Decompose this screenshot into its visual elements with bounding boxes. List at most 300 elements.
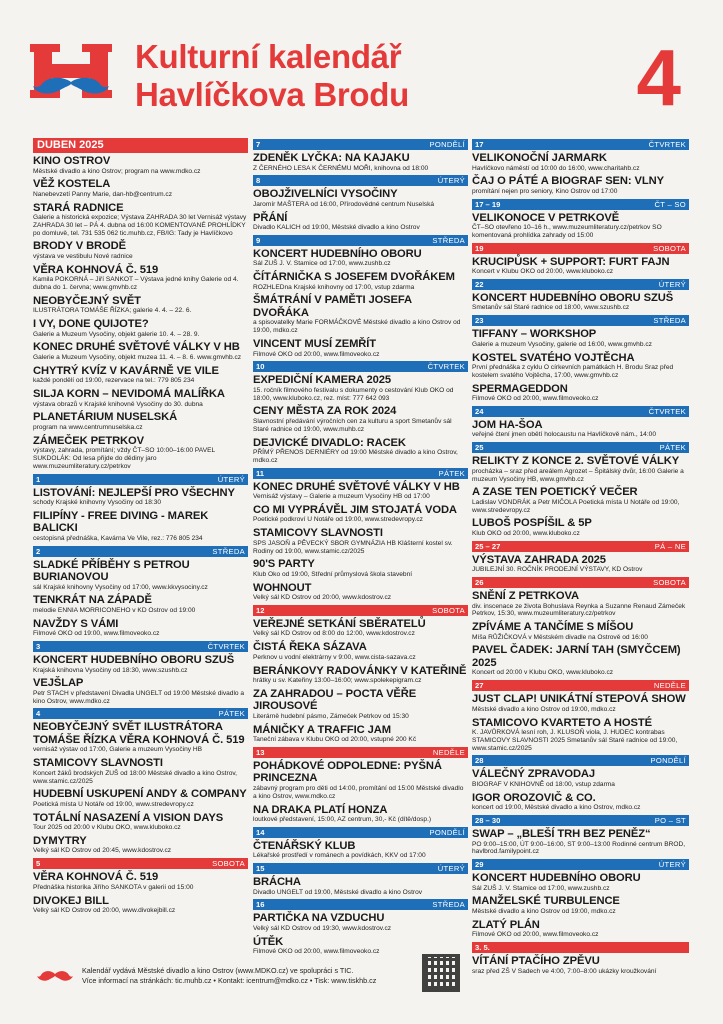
event-title: I VY, DONE QUIJOTE?: [33, 318, 149, 331]
event-item: [472, 872, 689, 892]
event-title: KOSTEL SVATÉHO VOJTĚCHA: [472, 351, 635, 364]
day-name: ČTVRTEK: [207, 642, 245, 652]
event-title: DIVOKEJ BILL: [33, 894, 109, 907]
event-title: LISTOVÁNÍ: NEJLEPŠÍ PRO VŠECHNY: [33, 486, 235, 499]
event-item: [33, 318, 248, 338]
day-name: STŘEDA: [432, 235, 465, 245]
day-header: [33, 546, 248, 557]
event-item: [253, 618, 468, 638]
day-number: 14: [256, 827, 265, 837]
event-detail: Klub Oko od 19:00, Střední průmyslová škola stavební: [253, 570, 413, 578]
day-header: [253, 899, 468, 910]
day-name: PÁTEK: [438, 468, 465, 478]
day-number: 12: [256, 605, 265, 615]
day-name: PO – ST: [654, 816, 686, 826]
day-number: 25 – 27: [475, 541, 501, 551]
event-item: [472, 419, 689, 439]
event-item: [33, 264, 248, 292]
event-detail: Petr STACH v představení Divadla UNGELT od 19:00 Městské divadlo a kino Ostrov, www.mdko.cz: [33, 689, 245, 705]
event-title: ČAJ O PÁTÉ A BIOGRAF SEN: VLNY: [472, 175, 664, 188]
event-title: SILJA KORN – NEVIDOMÁ MALÍŘKA: [33, 388, 225, 401]
column-3-items: [472, 139, 689, 975]
column-1-items: [33, 155, 248, 915]
event-item: [33, 178, 248, 198]
day-name: PONDĚLÍ: [429, 827, 465, 837]
event-title: EXPEDIČNÍ KAMERA 2025: [253, 374, 391, 387]
event-title: VINCENT MUSÍ ZEMŘÍT: [253, 338, 377, 351]
event-item: [472, 828, 689, 856]
day-header: [253, 139, 468, 150]
event-item: [253, 876, 468, 896]
day-name: PONDĚLÍ: [429, 140, 465, 149]
event-item: [253, 665, 468, 685]
event-detail: Galerie a historická expozice; Výstava ZAHRADA 30 let Vernisáž výstavy ZAHRADA 30 let – PÁ 4. dubna od 16:00 KOMENTOVANÉ PROHLÍDKY po domluvě, tel. 731 535 062 tic.muhb.cz, FB/IG: Tady je Havlíčkovo: [33, 214, 247, 237]
day-header: [472, 139, 689, 150]
event-detail: Filmové OKO od 20:00, www.filmoveoko.cz: [253, 948, 380, 956]
event-detail: sál Krajské knihovny Vysočiny od 17:00, www.kkvysociny.cz: [33, 583, 208, 591]
event-item: [253, 912, 468, 932]
day-number: 3: [36, 642, 41, 652]
day-number: 27: [475, 681, 484, 691]
event-title: VELIKONOČNÍ JARMARK: [472, 152, 607, 164]
month-header: DUBEN 2025: [33, 138, 248, 153]
event-detail: JUBILEJNÍ 30. ROČNÍK PRODEJNÍ VÝSTAVY, KD Ostrov: [472, 566, 643, 574]
event-detail: Koncert v Klubu OKO od 20:00, www.kluboko.cz: [472, 268, 614, 276]
event-title: SLADKÉ PŘÍBĚHY S PETROU BURIANOVOU: [33, 558, 190, 584]
event-title: ÚTĚK: [253, 935, 284, 948]
day-name: SOBOTA: [432, 605, 465, 615]
day-number: 7: [256, 140, 261, 149]
event-title: JUST CLAP! UNIKÁTNÍ STEPOVÁ SHOW: [472, 693, 686, 706]
event-detail: Filmové OKO od 20:00, www.filmoveoko.cz: [472, 931, 599, 939]
event-title: TIFFANY – WORKSHOP: [472, 328, 597, 341]
event-item: [253, 840, 468, 860]
event-item: [253, 724, 468, 744]
event-item: [33, 618, 248, 638]
event-item: [33, 295, 248, 315]
event-title: KRUCIPŮSK + SUPPORT: FURT FAJN: [472, 255, 670, 268]
day-name: PÁ – NE: [654, 541, 686, 551]
event-title: STAMICOVY SLAVNOSTI: [33, 757, 163, 770]
day-number: 17 – 19: [475, 199, 501, 209]
event-detail: hrátky u sv. Kateřiny 13:00–16:00; www.spolekepigram.cz: [253, 677, 422, 685]
event-title: FILIPÍNY - FREE DIVING - MAREK BALICKI: [33, 509, 209, 535]
event-detail: Krajská knihovna Vysočiny od 18:30, www.szushb.cz: [33, 666, 188, 674]
day-name: ČTVRTEK: [648, 406, 686, 416]
event-detail: každé pondělí od 19:00, rezervace na tel.: 779 805 234: [33, 377, 195, 385]
event-item: [33, 654, 248, 674]
event-detail: veřejné čtení jmen obětí holocaustu na Havlíčkově nám., 14:00: [472, 431, 657, 439]
event-title: ZÁMEČEK PETRKOV: [33, 434, 145, 447]
event-detail: Městské divadlo a kino Ostrov; program na www.mdko.cz: [33, 167, 201, 175]
day-header: [472, 815, 689, 826]
event-item: [33, 835, 248, 855]
event-item: [253, 504, 468, 524]
event-detail: Velký sál KD Ostrov od 20:45, www.kdostrov.cz: [33, 847, 172, 855]
event-detail: PO 9:00–15:00, ÚT 9:00–16:00, ST 9:00–13:00 Rodinné centrum BROD, havlbrod.familypoint.cz: [472, 840, 686, 856]
event-title: KONEC DRUHÉ SVĚTOVÉ VÁLKY V HB: [253, 480, 460, 493]
event-detail: Z ČERNÉHO LESA K ČERNÉMU MOŘI, knihovna od 18:00: [253, 164, 429, 172]
header: [0, 0, 723, 132]
event-detail: Míša RŮŽIČKOVÁ v Městském divadle na Ostrově od 16:00: [472, 633, 648, 641]
event-title: VELIKONOCE V PETRKOVĚ: [472, 211, 620, 224]
event-title: SPERMAGEDDON: [472, 382, 568, 395]
day-number: 8: [256, 176, 261, 186]
day-number: 10: [256, 362, 265, 372]
event-detail: Galerie a Muzeum Vysočiny, objekt muzea 11. 4. – 8. 6. www.gmvhb.cz: [33, 353, 242, 361]
day-header: [472, 199, 689, 210]
event-detail: Tour 2025 od 20:00 v Klubu OKO, www.kluboko.cz: [33, 824, 181, 832]
event-title: ZA ZAHRADOU – POCTA VĚŘE JIROUSOVÉ: [253, 687, 417, 713]
event-detail: Přednáška historika Jiřího SANKOTA v galerii od 15:00: [33, 883, 194, 891]
event-detail: Filmové OKO od 19:00, www.filmoveoko.cz: [33, 630, 160, 638]
event-title: RELIKTY Z KONCE 2. SVĚTOVÉ VÁLKY: [472, 455, 680, 468]
event-title: VEJŠLAP: [33, 677, 84, 690]
day-header: [253, 468, 468, 479]
day-number: 25: [475, 443, 484, 453]
event-title: MANŽELSKÉ TURBULENCE: [472, 895, 620, 908]
event-detail: Slavnostní předávání výročních cen za kulturu a sport Smetanův sál Staré radnice od 19:00, www.muhb.cz: [253, 417, 452, 433]
event-title: KINO OSTROV: [33, 155, 111, 167]
event-detail: Galerie a muzeum Vysočiny, galerie od 16:00, www.gmvhb.cz: [472, 340, 652, 348]
event-title: KONCERT HUDEBNÍHO OBORU SZUŠ: [33, 654, 235, 667]
day-name: STŘEDA: [432, 900, 465, 910]
day-header: [253, 361, 468, 372]
event-title: PLANETÁRIUM NUSELSKÁ: [33, 411, 178, 424]
event-title: BERÁNKOVY RADOVÁNKY V KATEŘINĚ: [253, 664, 467, 677]
event-item: [33, 871, 248, 891]
day-name: PÁTEK: [218, 709, 245, 719]
day-header: [253, 235, 468, 246]
event-title: 90'S PARTY: [253, 558, 315, 571]
day-header: [472, 541, 689, 552]
day-number: 13: [256, 747, 265, 757]
day-header: [472, 442, 689, 453]
event-title: CO MI VYPRÁVĚL JIM STOJATÁ VODA: [253, 503, 457, 516]
event-detail: ILUSTRÁTORA TOMÁŠE ŘÍZKA; galerie 4. 4. – 22. 6.: [33, 307, 192, 315]
footer-line-1: Kalendář vydává Městské divadlo a kino Ostrov (www.MDKO.cz) ve spolupráci s TIC.: [82, 966, 354, 975]
event-title: TOTÁLNÍ NASAZENÍ A VISION DAYS: [33, 811, 224, 824]
day-header: [472, 577, 689, 588]
event-detail: Poetická místa U Notáře od 19:00, www.stredevropy.cz: [33, 800, 194, 808]
event-detail: ČT–SO otevřeno 10–16 h., www.muzeumliteratury.cz/petrkov SO komentovaná prohlídka zahrady od 15:00: [472, 224, 662, 239]
column-3: [472, 138, 689, 975]
day-header: [253, 175, 468, 186]
event-item: [253, 558, 468, 578]
day-name: ÚTERÝ: [658, 279, 686, 289]
day-header: [472, 315, 689, 326]
event-title: ČÍTÁRNIČKA S JOSEFEM DVOŘÁKEM: [253, 271, 455, 284]
day-number: 23: [475, 316, 484, 326]
event-title: SWAP – „BLEŠÍ TRH BEZ PENĚZ“: [472, 828, 651, 841]
event-detail: Filmové OKO od 20:00, www.filmoveoko.cz: [472, 395, 599, 403]
event-detail: Koncert žáků brodských ZUŠ od 18:00 Městské divadlo a kino Ostrov, www.stamic.cz/2025: [33, 769, 238, 785]
event-item: [472, 175, 689, 195]
day-number: 16: [256, 900, 265, 910]
day-header: [33, 474, 248, 485]
event-item: [472, 919, 689, 939]
event-detail: Koncert od 20:00 v Klubu OKO, www.kluboko.cz: [472, 669, 614, 677]
footer: [0, 950, 723, 1010]
event-title: MÁNIČKY A TRAFFIC JAM: [253, 723, 391, 736]
day-name: ÚTERÝ: [217, 474, 245, 484]
event-item: [472, 895, 689, 915]
day-name: NEDĚLE: [432, 747, 465, 757]
day-name: ÚTERÝ: [658, 860, 686, 870]
event-item: [472, 383, 689, 403]
day-name: STŘEDA: [212, 546, 245, 556]
event-item: [472, 486, 689, 514]
day-header: [253, 827, 468, 838]
event-detail: K. JAVŮRKOVÁ lesní roh, J. KLUSOŇ viola, J. HUDEC kontrabas STAMICOVY SLAVNOSTI 2025 Smetanův sál Staré radnice od 19:00, www.stamic.cz/2025: [472, 729, 678, 752]
event-detail: Smetanův sál Staré radnice od 18:00, www.szushb.cz: [472, 304, 630, 312]
day-name: SOBOTA: [653, 243, 686, 253]
day-name: PÁTEK: [659, 443, 686, 453]
event-item: [253, 374, 468, 402]
event-item: [472, 590, 689, 618]
day-number: 5: [36, 859, 41, 869]
day-number: 3. 5.: [475, 943, 490, 952]
event-detail: zábavný program pro děti od 14:00, promítání od 15:00 Městské divadlo a kino Ostrov, www.mdko.cz: [253, 784, 464, 800]
day-number: 1: [36, 474, 41, 484]
title-line-1: Kulturní kalendář: [135, 38, 402, 75]
event-item: [253, 271, 468, 291]
event-detail: BIOGRAF V KNIHOVNĚ od 18:00, vstup zdarma: [472, 780, 615, 788]
day-name: ČT – SO: [654, 199, 686, 209]
event-item: [33, 240, 248, 260]
day-header: [253, 863, 468, 874]
event-detail: výstava obrazů v Krajské knihovně Vysočiny do 30. dubna: [33, 400, 203, 408]
event-detail: procházka – sraz před areálem Agrozet – Špitálský dvůr, 16:00 Galerie a muzeum Vysočiny HB, www.gmvhb.cz: [472, 467, 684, 483]
event-detail: Havlíčkovo náměstí od 10:00 do 16:00, www.charitahb.cz: [472, 164, 640, 172]
column-2: [253, 138, 468, 956]
event-item: [472, 352, 689, 380]
event-title: TENKRÁT NA ZÁPADĚ: [33, 594, 152, 607]
event-item: [472, 328, 689, 348]
event-title: NAVŽDY S VÁMI: [33, 617, 119, 630]
day-header: [253, 605, 468, 616]
event-title: VĚRA KOHNOVÁ Č. 519: [33, 263, 159, 276]
day-number: 15: [256, 864, 265, 874]
event-item: [253, 688, 468, 721]
footer-line-2: Více informací na stránkách: tic.muhb.cz • Kontakt: icentrum@mdko.cz • Tisk: www.tiskhb.cz: [82, 975, 377, 985]
event-title: LUBOŠ POSPÍŠIL & 5P: [472, 517, 592, 530]
event-item: [253, 437, 468, 465]
day-name: ČTVRTEK: [427, 362, 465, 372]
event-item: [472, 621, 689, 641]
event-item: [253, 152, 468, 172]
event-item: [472, 152, 689, 172]
event-title: ČTENÁŘSKÝ KLUB: [253, 839, 356, 852]
event-detail: cestopisná přednáška, Kavárna Ve Vile, rez.: 776 805 234: [33, 534, 203, 542]
event-detail: program na www.centrumnuselska.cz: [33, 423, 143, 431]
event-title: VÝSTAVA ZAHRADA 2025: [472, 553, 606, 566]
event-detail: Nanebevzetí Panny Marie, dan-hb@centrum.cz: [33, 190, 173, 198]
event-item: [33, 594, 248, 614]
event-detail: vernisáž výstav od 17:00, Galerie a muzeum Vysočiny HB: [33, 746, 203, 754]
day-header: [472, 406, 689, 417]
event-detail: loutkové představení, 15:00, AZ centrum, 30,- Kč (dítě/dosp.): [253, 816, 432, 824]
event-title: DEJVICKÉ DIVADLO: RACEK: [253, 436, 406, 449]
event-item: [472, 554, 689, 574]
day-number: 24: [475, 406, 484, 416]
event-detail: melodie ENNIA MORRICONEHO v KD Ostrov od 19:00: [33, 606, 196, 614]
column-2-items: [253, 139, 468, 956]
event-detail: Divadlo KALICH od 19:00, Městské divadlo a kino Ostrov: [253, 224, 420, 232]
event-detail: výstava ve vestibulu Nové radnice: [33, 252, 133, 260]
event-detail: Velký sál KD Ostrov od 20:00, www.kdostrov.cz: [253, 594, 392, 602]
event-detail: schody Krajské knihovny Vysočiny od 18:30: [33, 499, 162, 507]
event-item: [33, 721, 248, 754]
event-detail: Jaromír MAŠTERA od 16:00, Přírodovědné centrum Nuselská: [253, 200, 435, 208]
day-number: 19: [475, 243, 484, 253]
event-title: JOM HA-ŠOA: [472, 418, 543, 431]
event-detail: Kamila POKORNÁ – Jiří SANKOT – Výstava jedné knihy Galerie od 4. dubna do 1. června; www.gmvhb.cz: [33, 276, 239, 292]
event-item: [253, 527, 468, 555]
day-number: 28: [475, 756, 484, 766]
event-title: HUDEBNÍ USKUPENÍ ANDY & COMPANY: [33, 788, 247, 801]
event-item: [33, 388, 248, 408]
event-item: [472, 292, 689, 312]
event-title: ZLATÝ PLÁN: [472, 918, 540, 931]
event-item: [253, 248, 468, 268]
event-detail: Poetické podkroví U Notáře od 19:00, www.stredevropy.cz: [253, 516, 423, 524]
column-1: [33, 138, 248, 943]
event-detail: Klub OKO od 20:00, www.kluboko.cz: [472, 529, 580, 537]
event-title: ZDENĚK LYČKA: NA KAJAKU: [253, 152, 410, 164]
event-title: VÍTÁNÍ PTAČÍHO ZPĚVU: [472, 955, 600, 967]
event-title: VĚŽ KOSTELA: [33, 178, 111, 191]
event-item: [253, 804, 468, 824]
event-detail: Lékařské prostředí v románech a povídkách, KKV od 17:00: [253, 852, 426, 860]
event-item: [253, 294, 468, 335]
event-detail: Sál ZUŠ J. V. Stamice od 17:00, www.zushb.cz: [253, 260, 391, 268]
event-detail: 15. ročník filmového festivalu s dokumenty o cestování Klub OKO od 18:00, www.kluboko.cz, rez. míst: 777 642 093: [253, 386, 454, 402]
event-detail: Velký sál KD Ostrov od 8:00 do 12:00, www.kdostrov.cz: [253, 630, 415, 638]
event-title: CHYTRÝ KVÍZ V KAVÁRNĚ VE VILE: [33, 364, 219, 377]
havlickuv-brod-logo-icon: [30, 40, 120, 110]
event-title: KONCERT HUDEBNÍHO OBORU: [253, 247, 422, 260]
event-title: BRODY V BRODĚ: [33, 240, 126, 253]
event-detail: sraz před ZŠ V Sadech ve 4:00, 7:00–8:00 ukázky kroužkování: [472, 967, 657, 975]
day-number: 26: [475, 578, 484, 588]
event-item: [33, 487, 248, 507]
event-title: ČISTÁ ŘEKA SÁZAVA: [253, 641, 367, 654]
event-detail: Vernisáž výstavy – Galerie a muzeum Vysočiny HB od 17:00: [253, 493, 430, 501]
day-header: [472, 859, 689, 870]
event-item: [253, 582, 468, 602]
event-detail: Ladislav VONDRÁK a Petr MIČOLA Poetická místa U Notáře od 19:00, www.stredevropy.cz: [472, 498, 680, 514]
day-header: [472, 279, 689, 290]
event-title: NEOBYČEJNÝ SVĚT ILUSTRÁTORA TOMÁŠE ŘÍZKA VĚRA KOHNOVÁ Č. 519: [33, 721, 245, 746]
event-title: PAVEL ČADEK: JARNÍ TAH (SMYČCEM) 2025: [472, 644, 681, 669]
page-title: [135, 38, 409, 114]
event-title: VEŘEJNÉ SETKÁNÍ SBĚRATELŮ: [253, 617, 426, 630]
event-item: [33, 788, 248, 808]
day-header: [472, 243, 689, 254]
day-header: [472, 680, 689, 691]
event-item: [253, 338, 468, 358]
event-item: [472, 644, 689, 677]
event-title: WOHNOUT: [253, 581, 312, 594]
event-item: [33, 155, 248, 175]
event-detail: a spisovatelky Marie FORMÁČKOVÉ Městské divadlo a kino Ostrov od 19:00, mdko.cz: [253, 319, 461, 335]
day-header: [33, 858, 248, 869]
event-item: [253, 641, 468, 661]
event-item: [33, 559, 248, 592]
event-title: KONEC DRUHÉ SVĚTOVÉ VÁLKY V HB: [33, 341, 240, 354]
event-detail: Galerie a Muzeum Vysočiny, objekt galerie 10. 4. – 28. 9.: [33, 330, 200, 338]
event-item: [253, 212, 468, 232]
event-detail: Perknov u vodní elektrárny v 9:00, www.cista-sazava.cz: [253, 653, 416, 661]
event-item: [472, 717, 689, 753]
event-detail: Městské divadlo a kino Ostrov od 19:00, mdko.cz: [472, 705, 616, 713]
event-item: [33, 510, 248, 543]
event-item: [472, 768, 689, 788]
event-detail: SPS JASOŇ a PĚVECKÝ SBOR GYMNÁZIA HB Klášterní kostel sv. Rodiny od 19:00, www.stamic.cz/2025: [253, 539, 453, 555]
issue-number: 4: [636, 33, 681, 122]
event-detail: Velký sál KD Ostrov od 19:30, www.kdostrov.cz: [253, 924, 392, 932]
event-title: A ZASE TEN POETICKÝ VEČER: [472, 486, 638, 499]
event-detail: koncert od 19:00, Městské divadlo a kino Ostrov, mdko.cz: [472, 804, 641, 812]
event-title: CENY MĚSTA ZA ROK 2024: [253, 405, 397, 418]
event-detail: promítání nejen pro seniory, Kino Ostrov od 17:00: [472, 187, 618, 195]
event-item: [472, 212, 689, 240]
day-number: 28 – 30: [475, 816, 501, 826]
event-title: KONCERT HUDEBNÍHO OBORU SZUŠ: [472, 291, 674, 304]
event-title: NA DRAKA PLATÍ HONZA: [253, 803, 388, 816]
event-item: [253, 481, 468, 501]
event-title: STAMICOVY SLAVNOSTI: [253, 527, 383, 540]
title-line-2: Havlíčkova Brodu: [135, 76, 409, 113]
footer-text: [82, 966, 376, 985]
event-title: POHÁDKOVÉ ODPOLEDNE: PYŠNÁ PRINCEZNA: [253, 759, 442, 785]
event-item: [253, 188, 468, 208]
event-title: ZPÍVÁME A TANČÍME S MÍŠOU: [472, 621, 634, 634]
event-title: IGOR OROZOVIČ & CO.: [472, 791, 596, 804]
mustache-icon: [37, 968, 73, 982]
event-detail: PŘÍMÝ PŘENOS DERNIÉRY od 19:00 Městské divadlo a kino Ostrov, mdko.cz: [253, 449, 458, 464]
event-title: STARÁ RADNICE: [33, 201, 124, 214]
event-item: [472, 517, 689, 537]
day-header: [33, 641, 248, 652]
event-title: STAMICOVO KVARTETO A HOSTÉ: [472, 716, 652, 729]
day-name: ÚTERÝ: [437, 176, 465, 186]
event-title: SNĚNÍ Z PETRKOVA: [472, 590, 579, 603]
qr-code-icon[interactable]: [422, 954, 460, 992]
day-header: [33, 708, 248, 719]
event-title: BRÁCHA: [253, 876, 301, 889]
event-detail: ROZHLEDna Krajské knihovny od 17:00, vstup zdarma: [253, 283, 415, 291]
event-title: ŠMÁTRÁNÍ V PAMĚTI JOSEFA DVOŘÁKA: [253, 294, 412, 319]
event-title: VÁLEČNÝ ZPRAVODAJ: [472, 768, 596, 781]
event-item: [33, 435, 248, 471]
event-title: PARTIČKA NA VZDUCHU: [253, 912, 385, 925]
event-detail: Taneční zábava v Klubu OKO od 20:00, vstupné 200 Kč: [253, 736, 417, 744]
day-name: SOBOTA: [212, 859, 245, 869]
event-item: [33, 341, 248, 361]
event-item: [33, 365, 248, 385]
day-number: 11: [256, 468, 265, 478]
event-detail: První přednáška z cyklu O církevních památkách H. Brodu Sraz před kostelem svatého Vojtěcha, 17:00, www.gmvhb.cz: [472, 364, 674, 379]
day-number: 17: [475, 140, 484, 149]
day-name: ČTVRTEK: [648, 140, 686, 149]
day-number: 4: [36, 709, 41, 719]
event-item: [33, 677, 248, 705]
event-detail: Sál ZUŠ J. V. Stamice od 17:00, www.zushb.cz: [472, 884, 610, 892]
event-title: VĚRA KOHNOVÁ Č. 519: [33, 871, 159, 884]
event-detail: div. inscenace ze života Bohuslava Reynka a Suzanne Renaud Zámeček Petrkov, 15:30, www.muzeumliteratury.cz/petrkov: [472, 602, 686, 618]
